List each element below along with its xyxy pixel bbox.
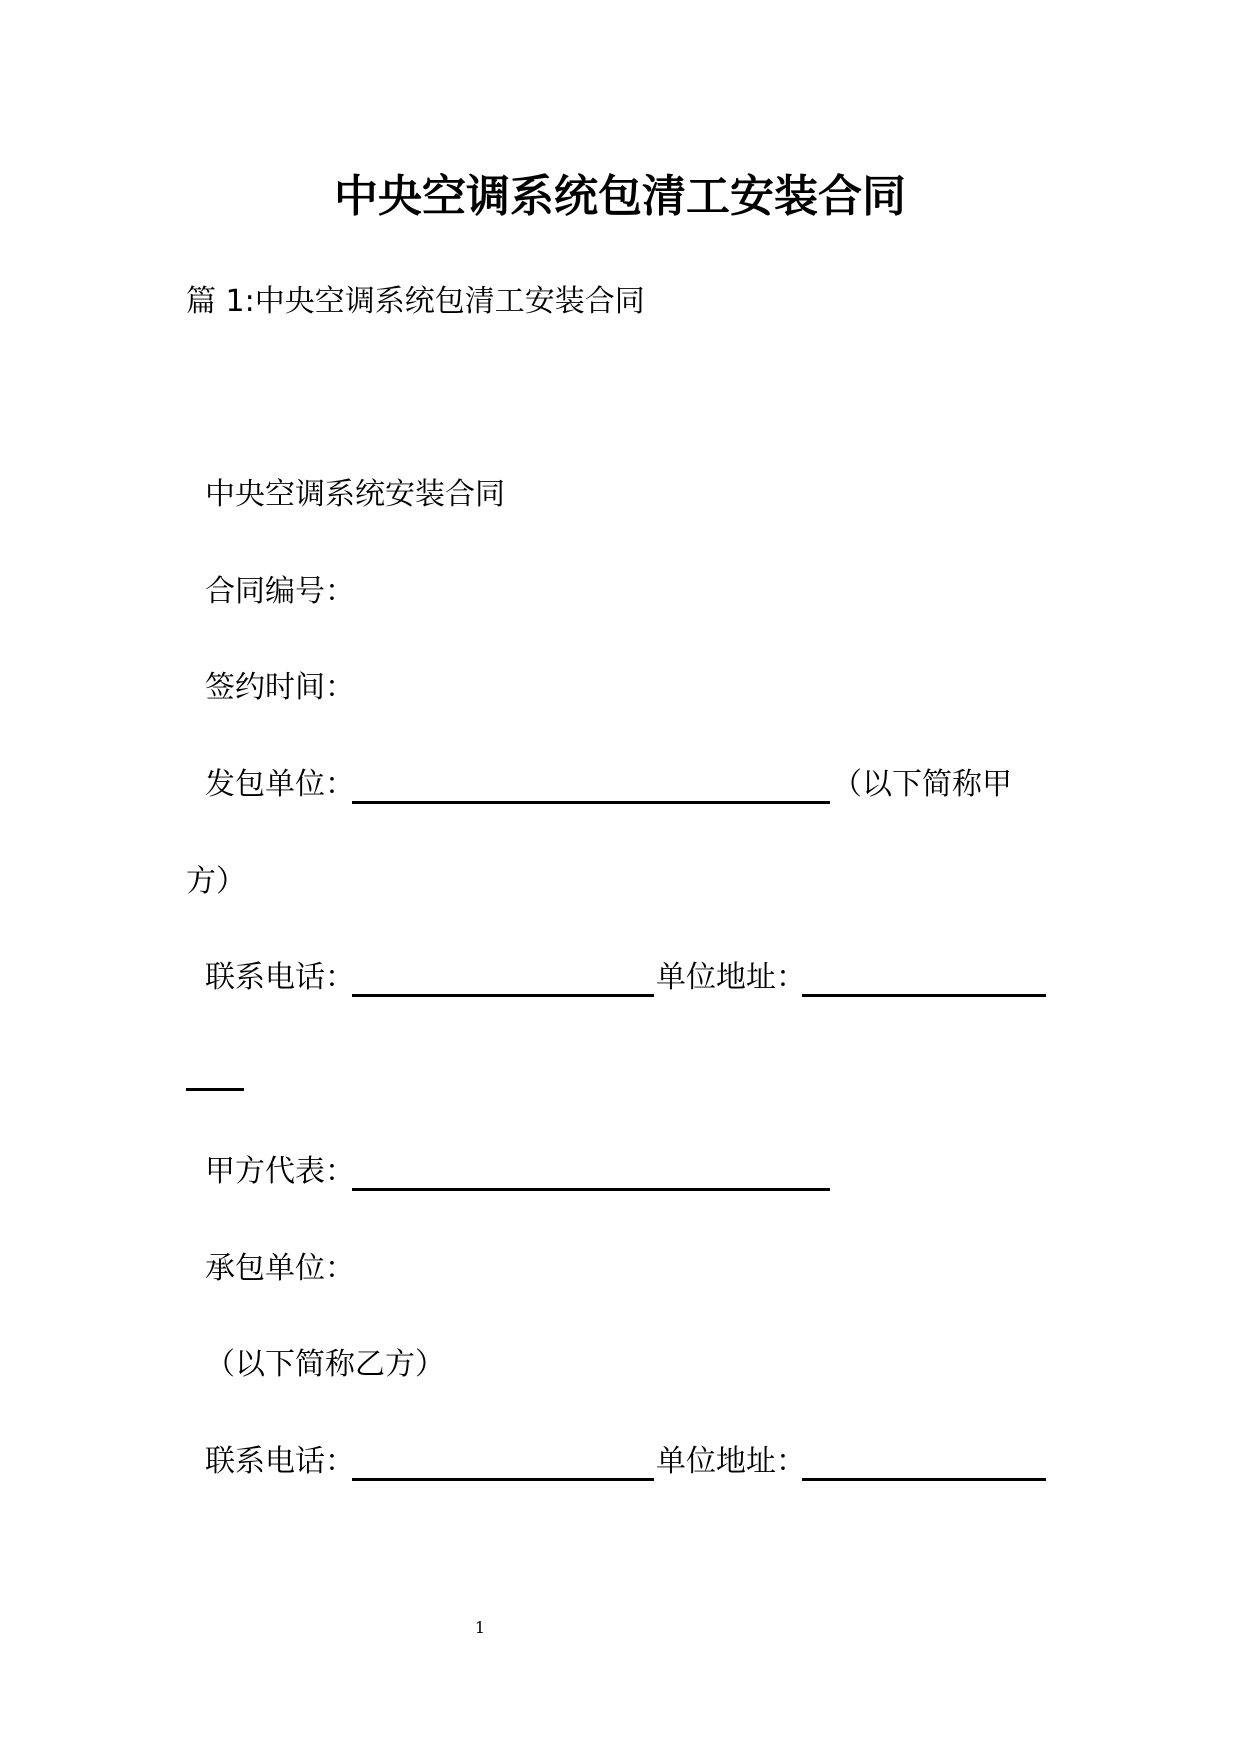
party-b-suffix: （以下简称乙方） <box>205 1347 445 1382</box>
party-a-suffix-1: （以下简称甲 <box>832 767 1012 802</box>
party-a-unit-label: 发包单位： <box>205 767 355 802</box>
party-b-address-blank <box>802 1478 1046 1481</box>
sign-time-label: 签约时间： <box>205 670 355 705</box>
party-a-address-label: 单位地址： <box>656 960 806 995</box>
party-b-address-label: 单位地址： <box>656 1444 806 1479</box>
party-a-phone-blank <box>352 994 654 997</box>
party-b-unit-label: 承包单位： <box>205 1251 355 1286</box>
contract-number-label: 合同编号： <box>205 574 355 609</box>
section-heading: 篇 1:中央空调系统包清工安装合同 <box>186 284 645 319</box>
party-a-address-blank-continued <box>186 1088 244 1091</box>
party-a-suffix-2: 方） <box>186 864 246 899</box>
party-b-phone-blank <box>352 1478 654 1481</box>
page-number: 1 <box>474 1618 486 1637</box>
party-a-unit-blank <box>352 801 830 804</box>
party-a-representative-blank <box>352 1188 830 1191</box>
party-a-phone-label: 联系电话： <box>205 960 355 995</box>
party-a-representative-label: 甲方代表： <box>205 1154 355 1189</box>
contract-heading: 中央空调系统安装合同 <box>205 477 505 512</box>
party-a-address-blank <box>802 994 1046 997</box>
party-b-phone-label: 联系电话： <box>205 1444 355 1479</box>
document-title: 中央空调系统包清工安装合同 <box>334 171 906 222</box>
